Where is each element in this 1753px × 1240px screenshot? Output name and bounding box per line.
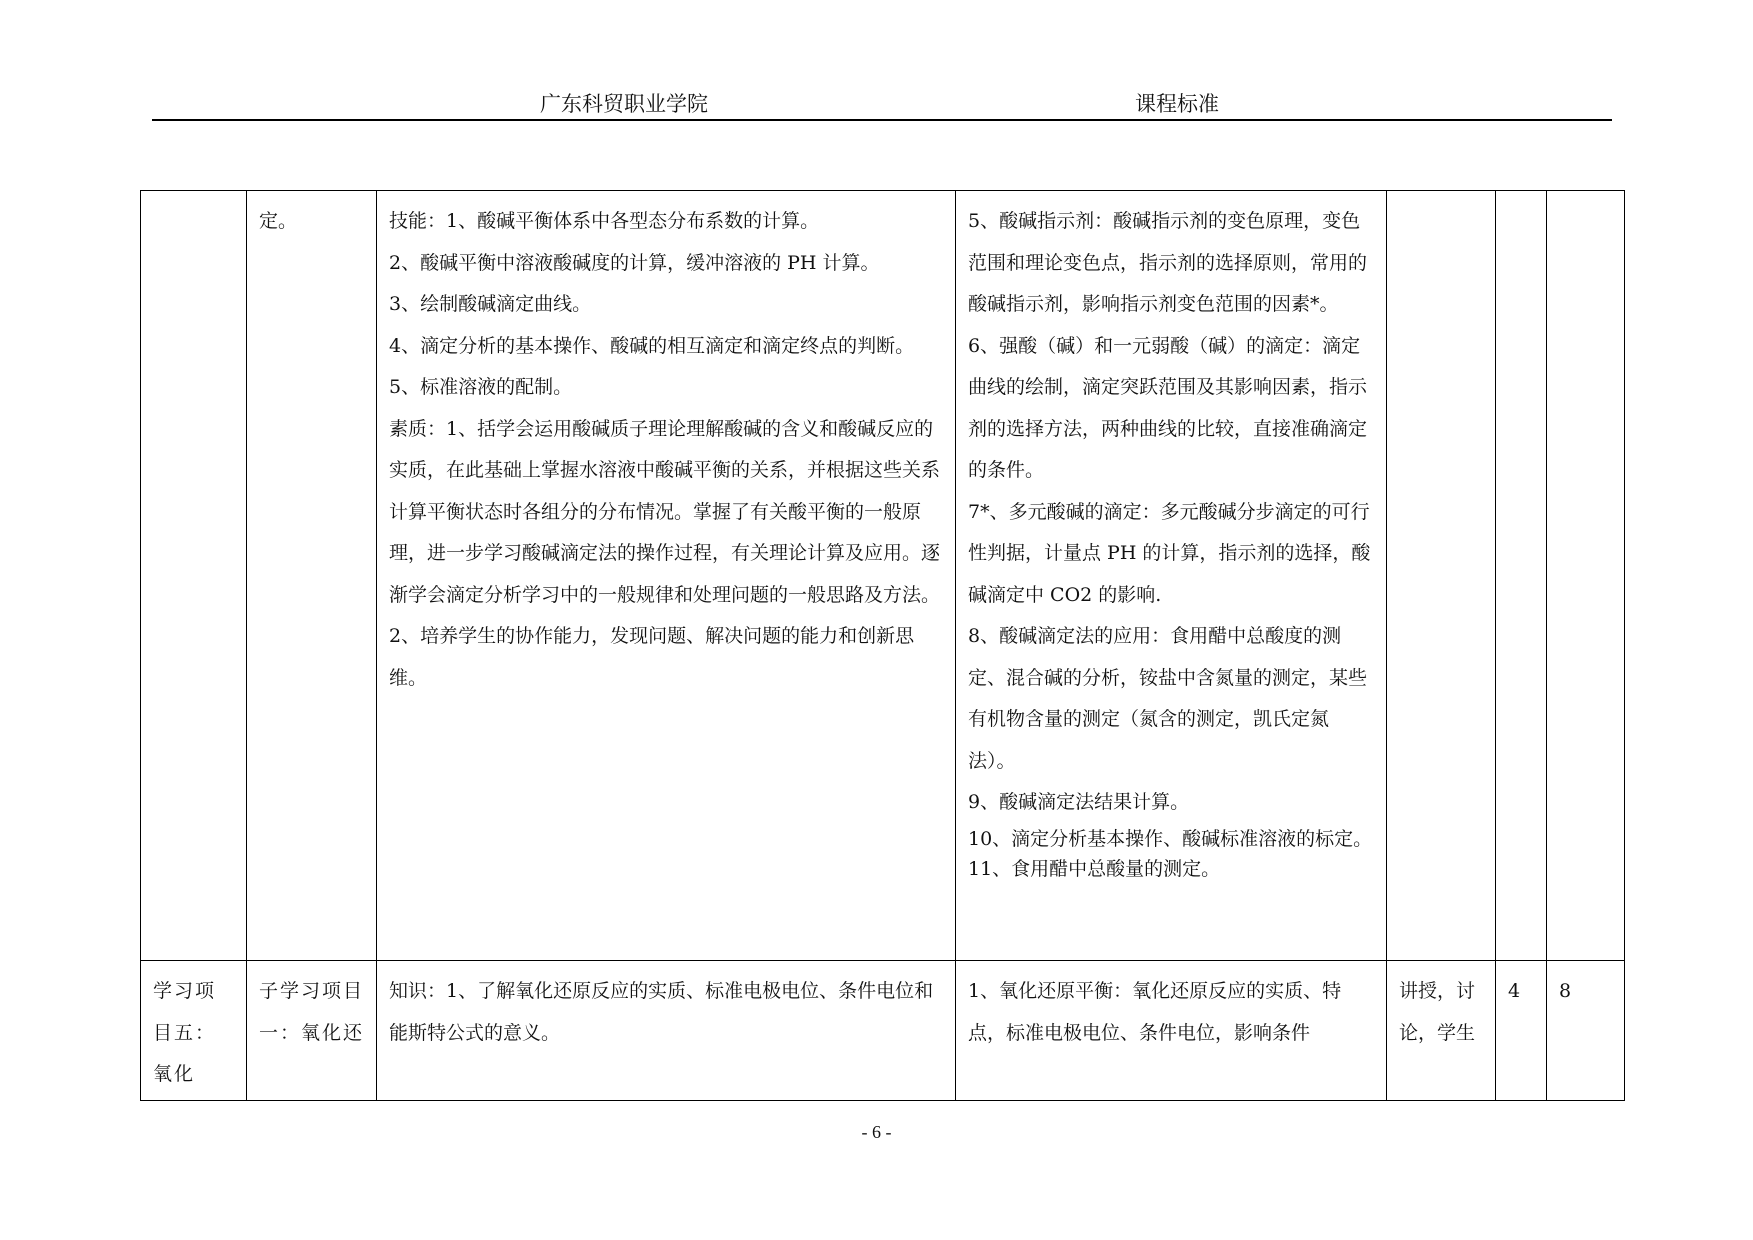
content-cell: [956, 191, 1387, 961]
content-line: 7*、多元酸碱的滴定：多元酸碱分步滴定的可行性判据，计量点 PH 的计算，指示剂的选择，酸碱滴定中 CO2 的影响.: [968, 500, 1371, 606]
goal-line: 4、滴定分析的基本操作、酸碱的相互滴定和滴定终点的判断。: [389, 334, 915, 357]
goal-line: 技能：1、酸碱平衡体系中各型态分布系数的计算。: [389, 210, 820, 232]
course-standard-table: [140, 190, 1625, 1101]
goals-cell: [377, 191, 956, 961]
goal-line: 素质：1、括学会运用酸碱质子理论理解酸碱的含义和酸碱反应的实质，在此基础上掌握水溶液中酸碱平衡的关系，并根据这些关系计算平衡状态时各组分的分布情况。掌握了有关酸平衡的一般原理，进一步学习酸碱滴定法的操作过程，有关理论计算及应用。逐渐学会滴定分析学习中的一般规律和处理问题的一般思路及方法。: [389, 417, 941, 606]
header-rule: [152, 119, 1612, 121]
goal-line: 3、绘制酸碱滴定曲线。: [389, 293, 592, 315]
table-row: [141, 961, 1625, 1101]
project-cell: 学习项目五：氧化: [141, 961, 247, 1101]
hours-cell: [1496, 191, 1547, 961]
content-line: 9、酸碱滴定法结果计算。: [968, 791, 1190, 813]
header-school-name: 广东科贸职业学院: [540, 92, 708, 116]
content-line: 5、酸碱指示剂：酸碱指示剂的变色原理，变色范围和理论变色点，指示剂的选择原则，常用的酸碱指示剂，影响指示剂变色范围的因素*。: [968, 210, 1368, 315]
goal-line: 2、培养学生的协作能力，发现问题、解决问题的能力和创新思维。: [389, 625, 915, 689]
goal-line: 5、标准溶液的配制。: [389, 376, 573, 398]
subproject-cell: 子学习项目一：氧化还: [247, 961, 377, 1101]
hours-cell: 8: [1547, 961, 1625, 1101]
content-line: 11、食用醋中总酸量的测定。: [968, 857, 1221, 880]
content-cell: 1、氧化还原平衡：氧化还原反应的实质、特点，标准电极电位、条件电位，影响条件: [956, 961, 1387, 1101]
goals-cell: 知识：1、了解氧化还原反应的实质、标准电极电位、条件电位和能斯特公式的意义。: [377, 961, 956, 1101]
content-line: 8、酸碱滴定法的应用：食用醋中总酸度的测定、混合碱的分析，铵盐中含氮量的测定，某些有机物含量的测定（氮含的测定，凯氏定氮法）。: [968, 625, 1368, 772]
subproject-text: 定。: [259, 210, 298, 232]
hours-cell: [1547, 191, 1625, 961]
page-number: - 6 -: [861, 1122, 892, 1142]
header-document-title: 课程标准: [1135, 92, 1219, 116]
method-cell: [1387, 191, 1496, 961]
subproject-cell: [247, 191, 377, 961]
hours-cell: 4: [1496, 961, 1547, 1101]
content-line: 6、强酸（碱）和一元弱酸（碱）的滴定：滴定曲线的绘制，滴定突跃范围及其影响因素，指示剂的选择方法，两种曲线的比较，直接准确滴定的条件。: [968, 334, 1368, 481]
table-row: [141, 191, 1625, 961]
project-cell: [141, 191, 247, 961]
content-line: 10、滴定分析基本操作、酸碱标准溶液的标定。: [968, 827, 1373, 850]
method-cell: 讲授，讨论，学生: [1387, 961, 1496, 1101]
goal-line: 2、酸碱平衡中溶液酸碱度的计算，缓冲溶液的 PH 计算。: [389, 251, 880, 274]
